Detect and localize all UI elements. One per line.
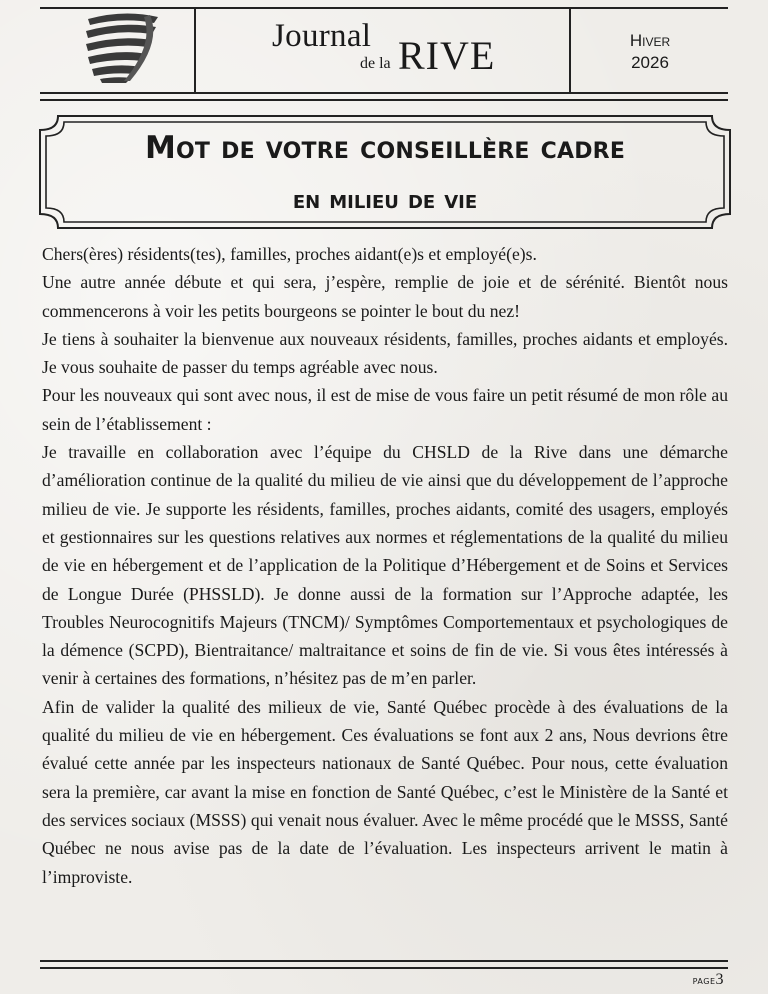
- masthead-divider-right: [569, 8, 571, 93]
- paragraph-intro-role: Pour les nouveaux qui sont avec nous, il est de mise de vous faire un petit résumé de mon rôle au sein de l’établissement :: [42, 385, 728, 434]
- masthead-bottom-rule-double: [40, 99, 728, 101]
- page-number-value: 3: [715, 971, 724, 988]
- article-title-line-2: en milieu de vie: [292, 185, 478, 215]
- brand-rive-word: RIVE: [398, 33, 496, 78]
- brand-journal-word: Journal: [272, 18, 372, 54]
- masthead-bottom-rule: [40, 92, 728, 94]
- brand-de-la-word: de la: [360, 55, 391, 72]
- page-number: [693, 972, 724, 988]
- footer-rule: [40, 960, 728, 962]
- article-body: [42, 240, 728, 891]
- masthead-top-rule: [40, 7, 728, 9]
- paragraph-welcome: Je tiens à souhaiter la bienvenue aux nouveaux résidents, familles, proches aidants et employés. Je vous souhaite de passer du temps agréable avec nous.: [42, 328, 728, 378]
- paragraph-new-year: Une autre année débute et qui sera, j’espère, remplie de joie et de sérénité. Bientôt nous commencerons à voir les petits bourgeons se pointer le bout du nez!: [42, 272, 728, 321]
- paragraph-evaluation: Afin de valider la qualité des milieux de vie, Santé Québec procède à des évaluations de la qualité du milieu de vie en hébergement. Ces évaluations se font aux 2 ans, Nous devrions être évalué cette année par les inspecteurs nationaux de Santé Québec. Pour nous, cette évaluation sera la première, car avant la mise en fonction de Santé Québec, c’est le Ministère de la Santé et des services sociaux (MSSS) qui venait nous évaluer. Avec le même procédé que le MSSS, Santé Québec ne nous avise pas de la date de l’évaluation. Les inspecteurs arrivent le matin à l’improviste.: [42, 696, 728, 887]
- issue-year: 2026: [631, 53, 669, 72]
- issue-season: Hiver: [629, 31, 671, 50]
- issue-date: [600, 30, 700, 74]
- paragraph-greeting: Chers(ères) résidents(tes), familles, proches aidant(e)s et employé(e)s.: [42, 244, 537, 264]
- page-label: page: [692, 973, 716, 987]
- journal-logo-icon: [84, 13, 160, 83]
- footer-rule-double: [40, 967, 728, 969]
- masthead-divider-left: [194, 8, 196, 93]
- article-title-line-1: Mot de votre conseillère cadre: [144, 130, 626, 166]
- paragraph-role: Je travaille en collaboration avec l’équipe du CHSLD de la Rive dans une démarche d’amélioration continue de la qualité du milieu de vie ainsi que du développement de l’approche milieu de vie. Je supporte les résidents, familles, proches aidants, comité des usagers, employés et gestionnaires sur les questions relatives aux normes et réglementations de la qualité du milieu de vie en hébergement et de l’application de la Politique d’Hébergement et de Soins et Services de Longue Durée (PHSSLD). Je donne aussi de la formation sur l’Approche adaptée, les Troubles Neurocognitifs Majeurs (TNCM)/ Symptômes Comportementaux et psychologiques de la démence (SCPD), Bientraitance/ maltraitance et soins de fin de vie. Si vous êtes intéressés à venir à certaines des formations, n’hésitez pas de m’en parler.: [42, 442, 728, 689]
